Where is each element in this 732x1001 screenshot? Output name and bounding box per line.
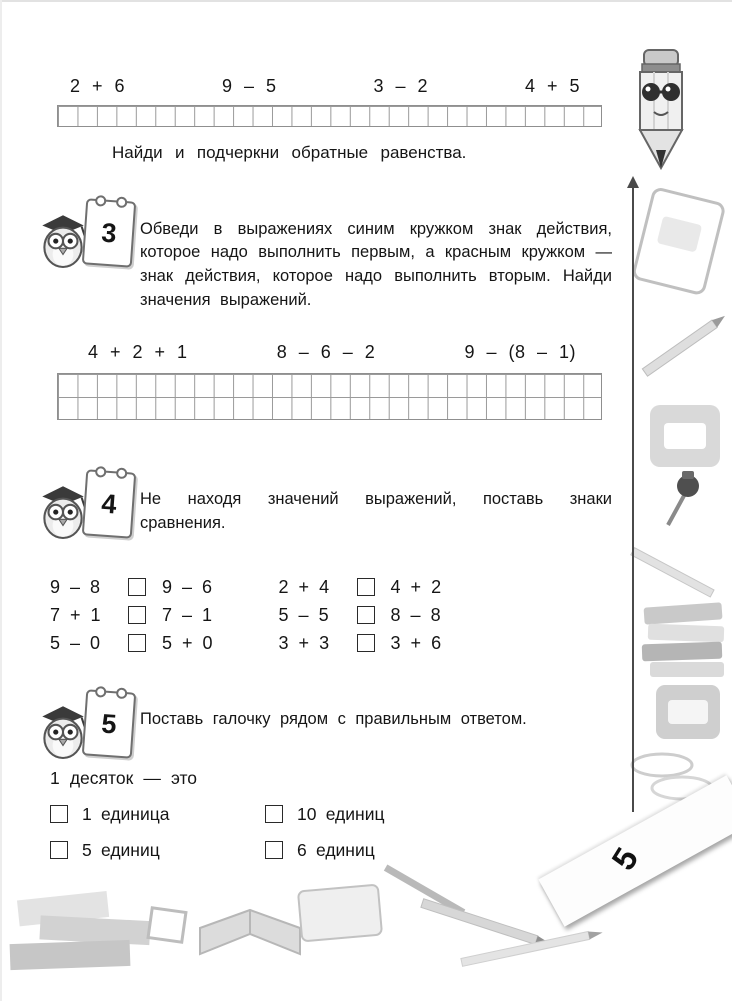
expression: 5 + 0	[162, 632, 213, 653]
answer-option	[265, 804, 612, 825]
task-number-pad	[82, 689, 136, 758]
task-number: 4	[100, 487, 118, 519]
task-3	[36, 197, 612, 330]
spiral-ring-icon	[116, 196, 128, 208]
task-badge	[36, 197, 140, 271]
comparisons	[50, 576, 612, 653]
answer-options	[50, 804, 612, 861]
comparisons-left-column	[50, 576, 213, 653]
comparison-box[interactable]	[357, 634, 375, 652]
answer-option	[265, 840, 612, 861]
task-5	[36, 688, 612, 762]
expression: 8 – 8	[390, 604, 441, 625]
expression: 8 – 6 – 2	[276, 341, 376, 362]
expression: 5 – 0	[50, 632, 101, 653]
task-badge	[36, 468, 140, 542]
task3-expressions-row	[36, 342, 612, 363]
expression: 2 + 4	[278, 576, 330, 597]
answer-grid[interactable]	[57, 105, 602, 127]
side-stationery-decoration	[598, 180, 732, 840]
task-number: 3	[100, 217, 118, 248]
instruction-text: Найди и подчеркни обратные равенства.	[112, 143, 467, 162]
option-label: 5 единиц	[82, 839, 160, 860]
pencil-icon	[421, 899, 553, 950]
notebook-icon	[633, 188, 725, 295]
expression: 3 + 6	[390, 632, 442, 653]
comparison-row	[278, 576, 442, 597]
notebook-icon	[298, 885, 382, 942]
page-edge-left	[0, 0, 2, 1001]
page-number: 5	[604, 841, 646, 877]
comparison-box[interactable]	[128, 634, 146, 652]
spiral-ring-icon	[95, 466, 107, 478]
comparison-row	[278, 632, 442, 653]
notepad-icon	[656, 685, 720, 739]
warmup-expressions-row	[36, 76, 612, 97]
comparisons-right-column	[278, 576, 442, 653]
pencil-character-icon	[612, 46, 712, 176]
answer-checkbox[interactable]	[265, 841, 283, 859]
spiral-ring-icon	[95, 195, 107, 207]
comparison-box[interactable]	[357, 578, 375, 596]
workbook-page-content	[36, 76, 612, 861]
pencil-icon	[642, 313, 727, 377]
task-text: Обведи в выражениях синим кружком знак действия, которое надо выполнить первым, а красным кружком — знак действия, которое надо выполнить вторым. Найди значения выражений.	[140, 219, 612, 310]
spiral-ring-icon	[95, 686, 107, 698]
expression: 9 – 5	[221, 76, 277, 96]
notepad-icon	[650, 405, 720, 467]
expression: 9 – 8	[50, 576, 101, 597]
option-label: 6 единиц	[297, 839, 375, 860]
task-number-pad	[82, 198, 136, 267]
expression: 3 – 2	[373, 76, 429, 96]
pushpin-icon	[668, 471, 699, 525]
expression: 4 + 5	[524, 76, 580, 96]
answer-checkbox[interactable]	[50, 841, 68, 859]
comparison-row	[50, 604, 213, 625]
task-text: Не находя значений выражений, поставь знаки сравнения.	[140, 490, 612, 533]
expression: 4 + 2	[390, 576, 442, 597]
answer-option	[50, 840, 265, 861]
task-number: 5	[100, 707, 118, 739]
option-label: 10 единиц	[297, 803, 385, 824]
comparison-row	[50, 632, 213, 653]
books-pile-icon	[10, 891, 151, 970]
open-book-icon	[200, 910, 300, 954]
page-edge-top	[0, 0, 732, 2]
task-4	[36, 468, 612, 553]
comparison-box[interactable]	[128, 578, 146, 596]
comparison-row	[50, 576, 213, 597]
answer-grid[interactable]	[57, 373, 602, 420]
expression: 9 – 6	[162, 576, 213, 597]
books-stack-icon	[642, 602, 725, 677]
task-badge	[36, 688, 140, 762]
comparison-box[interactable]	[128, 606, 146, 624]
option-label: 1 единица	[82, 803, 170, 824]
prompt-text: 1 десяток — это	[50, 767, 198, 788]
task-number-pad	[82, 469, 136, 538]
spiral-ring-icon	[116, 467, 128, 479]
task-text: Поставь галочку рядом с правильным ответом.	[140, 710, 527, 729]
expression: 7 + 1	[50, 604, 101, 625]
expression: 5 – 5	[278, 604, 329, 625]
comparison-row	[278, 604, 442, 625]
answer-checkbox[interactable]	[50, 805, 68, 823]
expression: 4 + 2 + 1	[88, 341, 188, 362]
expression: 2 + 6	[70, 76, 126, 96]
pencil-icon	[631, 548, 714, 597]
spiral-ring-icon	[116, 687, 128, 699]
expression: 7 – 1	[162, 604, 213, 625]
pencil-line-arrow-icon	[627, 176, 639, 188]
eraser-icon	[148, 908, 186, 942]
answer-checkbox[interactable]	[265, 805, 283, 823]
pencil-drawn-line	[632, 188, 634, 812]
comparison-box[interactable]	[357, 606, 375, 624]
expression: 3 + 3	[278, 632, 330, 653]
expression: 9 – (8 – 1)	[464, 341, 576, 362]
answer-option	[50, 804, 265, 825]
